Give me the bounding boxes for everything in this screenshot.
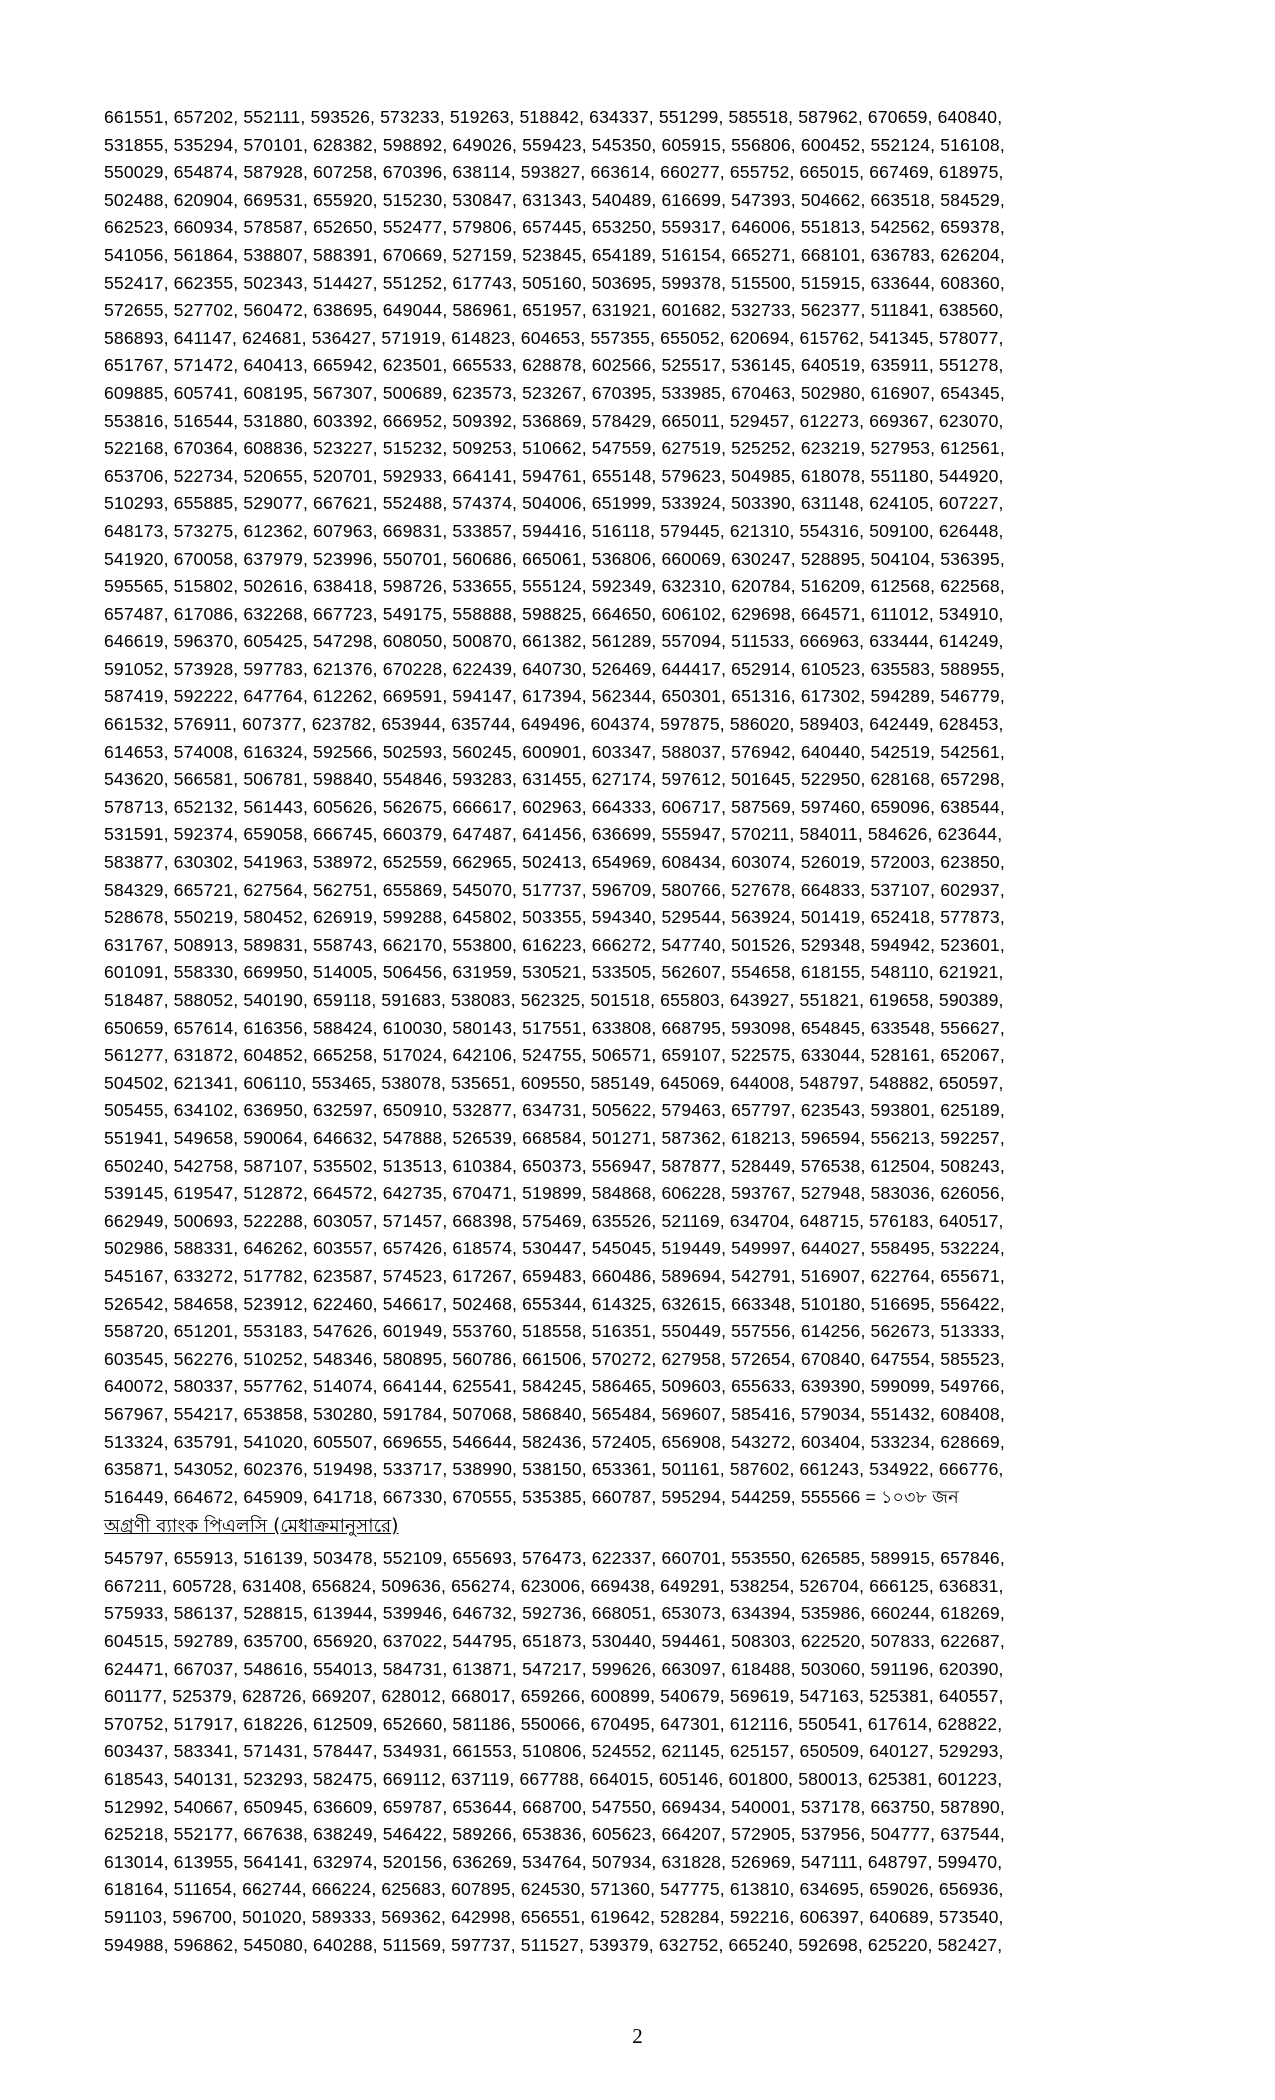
number-line: 558720, 651201, 553183, 547626, 601949, 553760, 518558, 516351, 550449, 557556, 614256, 562673, 513333, <box>104 1321 1005 1342</box>
number-line: 661551, 657202, 552111, 593526, 573233, 519263, 518842, 634337, 551299, 585518, 587962, 670659, 640840, <box>104 107 1003 127</box>
number-line: 572655, 527702, 560472, 638695, 649044, 586961, 651957, 631921, 601682, 532733, 562377, 511841, 638560, <box>104 300 1004 321</box>
number-line: 601091, 558330, 669950, 514005, 506456, 631959, 530521, 533505, 562607, 554658, 618155, 548110, 621921, <box>104 962 1004 983</box>
number-line: 625218, 552177, 667638, 638249, 546422, 589266, 653836, 605623, 664207, 572905, 537956, 504777, 637544, <box>104 1824 1005 1845</box>
number-line: 618164, 511654, 662744, 666224, 625683, 607895, 624530, 571360, 547775, 613810, 634695, 659026, 656936, <box>104 1879 1004 1900</box>
number-line: 502986, 588331, 646262, 603557, 657426, 618574, 530447, 545045, 519449, 549997, 644027, 558495, 532224, <box>104 1238 1005 1259</box>
page-number: 2 <box>632 2024 643 2048</box>
number-line: 661532, 576911, 607377, 623782, 653944, 635744, 649496, 604374, 597875, 586020, 589403, 642449, 628453, <box>104 714 1004 735</box>
number-line: 648173, 573275, 612362, 607963, 669831, 533857, 594416, 516118, 579445, 621310, 554316, 509100, 626448, <box>104 520 1004 541</box>
number-line: 595565, 515802, 502616, 638418, 598726, 533655, 555124, 592349, 632310, 620784, 516209, 612568, 622568, <box>104 576 1005 597</box>
number-line: 516449, 664672, 645909, 641718, 667330, 670555, 535385, 660787, 595294, 544259, 555566 = ১০৩৮ জন <box>104 1486 959 1507</box>
number-line: 591052, 573928, 597783, 621376, 670228, 622439, 640730, 526469, 644417, 652914, 610523, 635583, 588955, <box>104 658 1005 679</box>
roll-number-list-section-1 <box>104 104 1192 1511</box>
number-line: 578713, 652132, 561443, 605626, 562675, 666617, 602963, 664333, 606717, 587569, 597460, 659096, 638544, <box>104 796 1005 817</box>
number-line: 662523, 660934, 578587, 652650, 552477, 579806, 657445, 653250, 559317, 646006, 551813, 542562, 659378, <box>104 217 1005 238</box>
number-line: 609885, 605741, 608195, 567307, 500689, 623573, 523267, 670395, 533985, 670463, 502980, 616907, 654345, <box>104 382 1005 403</box>
number-line: 551941, 549658, 590064, 646632, 547888, 526539, 668584, 501271, 587362, 618213, 596594, 556213, 592257, <box>104 1127 1005 1148</box>
number-line: 545167, 633272, 517782, 623587, 574523, 617267, 659483, 660486, 589694, 542791, 516907, 622764, 655671, <box>104 1265 1005 1286</box>
number-line: 603437, 583341, 571431, 578447, 534931, 661553, 510806, 524552, 621145, 625157, 650509, 640127, 529293, <box>104 1741 1004 1762</box>
number-line: 518487, 588052, 540190, 659118, 591683, 538083, 562325, 501518, 655803, 643927, 551821, 619658, 590389, <box>104 990 1004 1010</box>
number-line: 531855, 535294, 570101, 628382, 598892, 649026, 559423, 545350, 605915, 556806, 600452, 552124, 516108, <box>104 134 1005 155</box>
number-line: 543620, 566581, 506781, 598840, 554846, 593283, 631455, 627174, 597612, 501645, 522950, 628168, 657298, <box>104 769 1005 790</box>
number-line: 570752, 517917, 618226, 612509, 652660, 581186, 550066, 670495, 647301, 612116, 550541, 617614, 628822, <box>104 1713 1003 1734</box>
number-line: 662949, 500693, 522288, 603057, 571457, 668398, 575469, 635526, 521169, 634704, 648715, 576183, 640517, <box>104 1210 1004 1231</box>
number-line: 526542, 584658, 523912, 622460, 546617, 502468, 655344, 614325, 632615, 663348, 510180, 516695, 556422, <box>104 1293 1005 1314</box>
number-line: 657487, 617086, 632268, 667723, 549175, 558888, 598825, 664650, 606102, 629698, 664571, 611012, 534910, <box>104 603 1004 624</box>
number-line: 575933, 586137, 528815, 613944, 539946, 646732, 592736, 668051, 653073, 634394, 535986, 660244, 618269, <box>104 1603 1005 1624</box>
number-line: 510293, 655885, 529077, 667621, 552488, 574374, 504006, 651999, 533924, 503390, 631148, 624105, 607227, <box>104 493 1004 514</box>
number-line: 561277, 631872, 604852, 665258, 517024, 642106, 524755, 506571, 659107, 522575, 633044, 528161, 652067, <box>104 1045 1005 1066</box>
section-heading: অগ্রণী ব্যাংক পিএলসি (মেধাক্রমানুসারে) <box>104 1516 399 1538</box>
number-line: 635871, 543052, 602376, 519498, 533717, 538990, 538150, 653361, 501161, 587602, 661243, 534922, 666776, <box>104 1459 1004 1480</box>
number-line: 539145, 619547, 512872, 664572, 642735, 670471, 519899, 584868, 606228, 593767, 527948, 583036, 626056, <box>104 1183 1005 1204</box>
number-line: 541920, 670058, 637979, 523996, 550701, 560686, 665061, 536806, 660069, 630247, 528895, 504104, 536395, <box>104 548 1005 569</box>
roll-number-list-section-2 <box>104 1545 1192 1959</box>
number-line: 614653, 574008, 616324, 592566, 502593, 560245, 600901, 603347, 588037, 576942, 640440, 542519, 542561, <box>104 741 1005 762</box>
number-line: 604515, 592789, 635700, 656920, 637022, 544795, 651873, 530440, 594461, 508303, 622520, 507833, 622687, <box>104 1631 1005 1652</box>
number-line: 531591, 592374, 659058, 666745, 660379, 647487, 641456, 636699, 555947, 570211, 584011, 584626, 623644, <box>104 824 1003 845</box>
number-line: 650659, 657614, 616356, 588424, 610030, 580143, 517551, 633808, 668795, 593098, 654845, 633548, 556627, <box>104 1017 1005 1038</box>
number-line: 667211, 605728, 631408, 656824, 509636, 656274, 623006, 669438, 649291, 538254, 526704, 666125, 636831, <box>104 1575 1004 1596</box>
number-line: 640072, 580337, 557762, 514074, 664144, 625541, 584245, 586465, 509603, 655633, 639390, 599099, 549766, <box>104 1376 1005 1397</box>
number-line: 545797, 655913, 516139, 503478, 552109, 655693, 576473, 622337, 660701, 553550, 626585, 589915, 657846, <box>104 1548 1005 1569</box>
number-line: 505455, 634102, 636950, 632597, 650910, 532877, 634731, 505622, 579463, 657797, 623543, 593801, 625189, <box>104 1100 1005 1121</box>
number-line: 646619, 596370, 605425, 547298, 608050, 500870, 661382, 561289, 557094, 511533, 666963, 633444, 614249, <box>104 631 1004 652</box>
number-line: 541056, 561864, 538807, 588391, 670669, 527159, 523845, 654189, 516154, 665271, 668101, 636783, 626204, <box>104 244 1005 265</box>
number-line: 618543, 540131, 523293, 582475, 669112, 637119, 667788, 664015, 605146, 601800, 580013, 625381, 601223, <box>104 1769 1003 1790</box>
number-line: 587419, 592222, 647764, 612262, 669591, 594147, 617394, 562344, 650301, 651316, 617302, 594289, 546779, <box>104 686 1005 707</box>
number-line: 512992, 540667, 650945, 636609, 659787, 653644, 668700, 547550, 669434, 540001, 537178, 663750, 587890, <box>104 1796 1005 1817</box>
number-line: 553816, 516544, 531880, 603392, 666952, 509392, 536869, 578429, 665011, 529457, 612273, 669367, 623070, <box>104 410 1004 431</box>
number-line: 603545, 562276, 510252, 548346, 580895, 560786, 661506, 570272, 627958, 572654, 670840, 647554, 585523, <box>104 1348 1005 1369</box>
number-line: 613014, 613955, 564141, 632974, 520156, 636269, 534764, 507934, 631828, 526969, 547111, 648797, 599470, <box>104 1851 1003 1872</box>
number-line: 624471, 667037, 548616, 554013, 584731, 613871, 547217, 599626, 663097, 618488, 503060, 591196, 620390, <box>104 1658 1004 1679</box>
number-line: 651767, 571472, 640413, 665942, 623501, 665533, 628878, 602566, 525517, 536145, 640519, 635911, 551278, <box>104 355 1004 376</box>
number-line: 650240, 542758, 587107, 535502, 513513, 610384, 650373, 556947, 587877, 528449, 576538, 612504, 508243, <box>104 1155 1005 1176</box>
number-line: 601177, 525379, 628726, 669207, 628012, 668017, 659266, 600899, 540679, 569619, 547163, 525381, 640557, <box>104 1686 1004 1707</box>
number-line: 591103, 596700, 501020, 589333, 569362, 642998, 656551, 619642, 528284, 592216, 606397, 640689, 573540, <box>104 1907 1004 1927</box>
number-line: 567967, 554217, 653858, 530280, 591784, 507068, 586840, 565484, 569607, 585416, 579034, 551432, 608408, <box>104 1403 1005 1424</box>
number-line: 513324, 635791, 541020, 605507, 669655, 546644, 582436, 572405, 656908, 543272, 603404, 533234, 628669, <box>104 1431 1005 1452</box>
number-line: 528678, 550219, 580452, 626919, 599288, 645802, 503355, 594340, 529544, 563924, 501419, 652418, 577873, <box>104 907 1005 928</box>
number-line: 504502, 621341, 606110, 553465, 538078, 535651, 609550, 585149, 645069, 644008, 548797, 548882, 650597, <box>104 1072 1004 1093</box>
number-line: 584329, 665721, 627564, 562751, 655869, 545070, 517737, 596709, 580766, 527678, 664833, 537107, 602937, <box>104 879 1005 900</box>
number-line: 550029, 654874, 587928, 607258, 670396, 638114, 593827, 663614, 660277, 655752, 665015, 667469, 618975, <box>104 162 1004 183</box>
number-line: 522168, 670364, 608836, 523227, 515232, 509253, 510662, 547559, 627519, 525252, 623219, 527953, 612561, <box>104 438 1005 459</box>
number-line: 631767, 508913, 589831, 558743, 662170, 553800, 616223, 666272, 547740, 501526, 529348, 594942, 523601, <box>104 934 1005 955</box>
number-line: 583877, 630302, 541963, 538972, 652559, 662965, 502413, 654969, 608434, 603074, 526019, 572003, 623850, <box>104 852 1005 873</box>
number-line: 594988, 596862, 545080, 640288, 511569, 597737, 511527, 539379, 632752, 665240, 592698, 625220, 582427, <box>104 1934 1003 1955</box>
number-line: 653706, 522734, 520655, 520701, 592933, 664141, 594761, 655148, 579623, 504985, 618078, 551180, 544920, <box>104 465 1004 486</box>
document-page <box>104 104 1192 1959</box>
number-line: 552417, 662355, 502343, 514427, 551252, 617743, 505160, 503695, 599378, 515500, 515915, 633644, 608360, <box>104 272 1005 293</box>
number-line: 586893, 641147, 624681, 536427, 571919, 614823, 604653, 557355, 655052, 620694, 615762, 541345, 578077, <box>104 327 1004 348</box>
number-line: 502488, 620904, 669531, 655920, 515230, 530847, 631343, 540489, 616699, 547393, 504662, 663518, 584529, <box>104 189 1005 210</box>
